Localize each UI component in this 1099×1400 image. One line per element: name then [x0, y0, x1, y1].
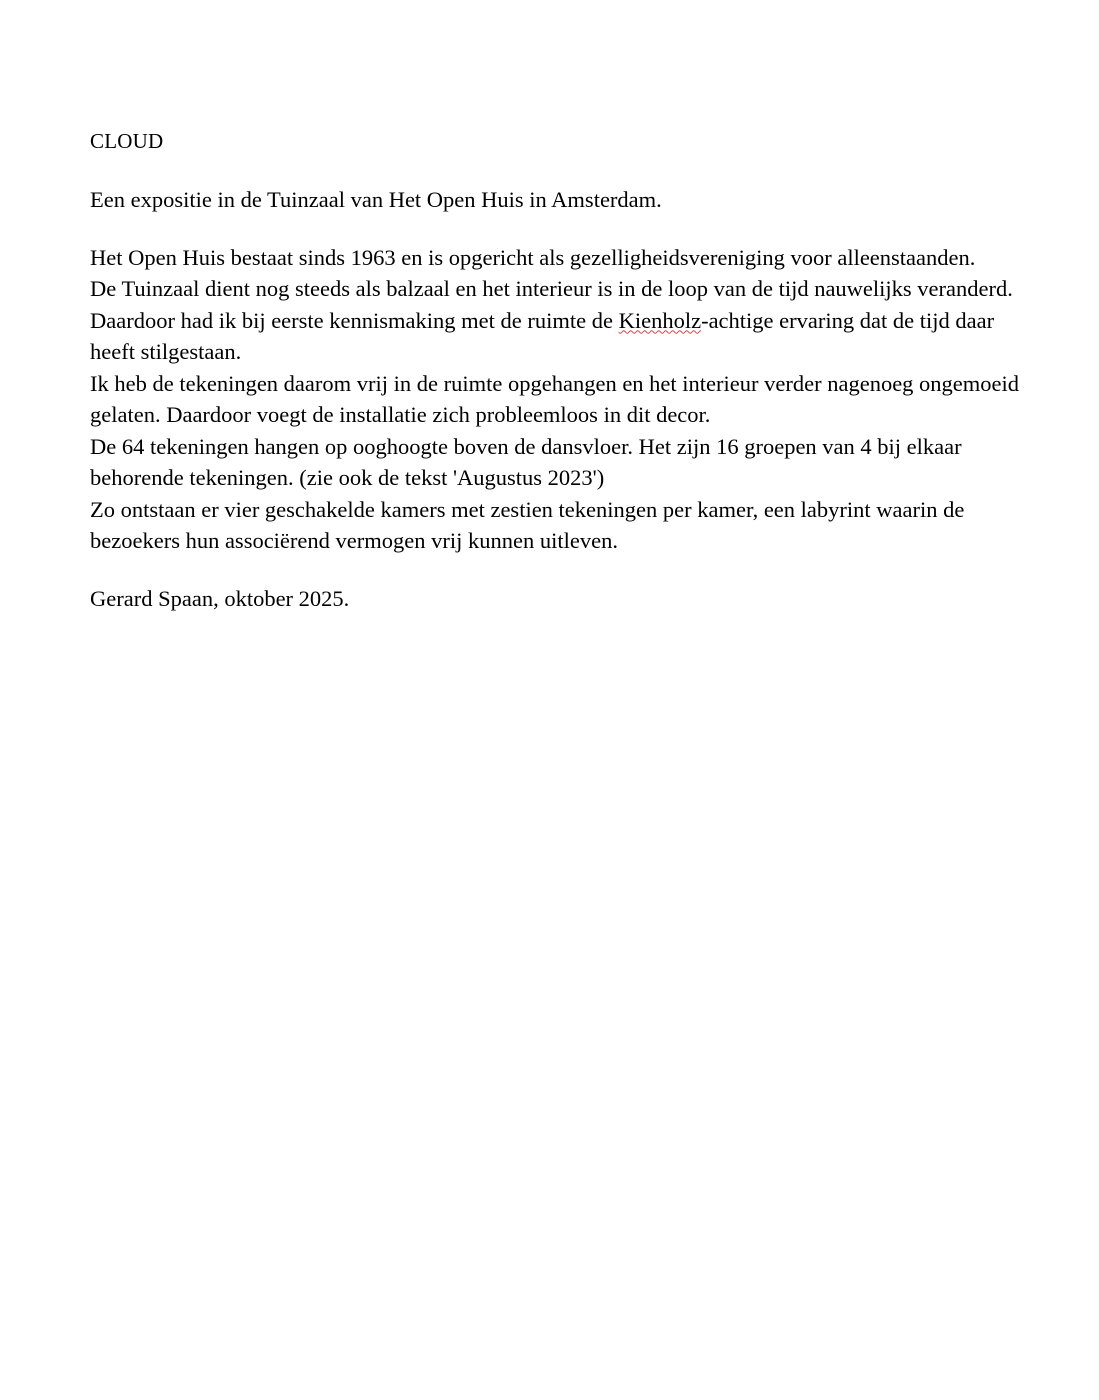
paragraph-history: Het Open Huis bestaat sinds 1963 en is opgericht als gezelligheidsvereniging voor alleenstaanden. — [90, 244, 976, 270]
spacer — [90, 557, 1020, 583]
paragraph-drawings: De 64 tekeningen hangen op ooghoogte boven de dansvloer. Het zijn 16 groepen van 4 bij elkaar behorende tekeningen. (zie ook de tekst 'Augustus 2023') — [90, 433, 962, 490]
paragraph-installation: Ik heb de tekeningen daarom vrij in de ruimte opgehangen en het interieur verder nagenoeg ongemoeid gelaten. Daardoor voegt de installatie zich probleemloos in dit decor. — [90, 370, 1020, 427]
document-subtitle: Een expositie in de Tuinzaal van Het Open Huis in Amsterdam. — [90, 187, 662, 212]
document-title: CLOUD — [90, 129, 164, 153]
spacer — [90, 156, 1020, 184]
paragraph-interior — [90, 273, 1020, 368]
paragraph-interior-part2: -achtige ervaring dat de tijd daar heeft stilgestaan. — [90, 307, 995, 364]
paragraph-rooms: Zo ontstaan er vier geschakelde kamers met zestien tekeningen per kamer, een labyrint waarin de bezoekers hun associërend vermogen vrij kunnen uitleven. — [90, 496, 965, 553]
spacer — [90, 216, 1020, 242]
paragraph-interior-part1: De Tuinzaal dient nog steeds als balzaal en het interieur is in de loop van de tijd nauwelijks veranderd. Daardoor had ik bij eerste kennismaking met de ruimte de — [90, 276, 1013, 333]
document-body — [90, 126, 1020, 614]
misspelled-word: Kienholz — [618, 307, 702, 333]
document-signature: Gerard Spaan, oktober 2025. — [90, 585, 350, 611]
